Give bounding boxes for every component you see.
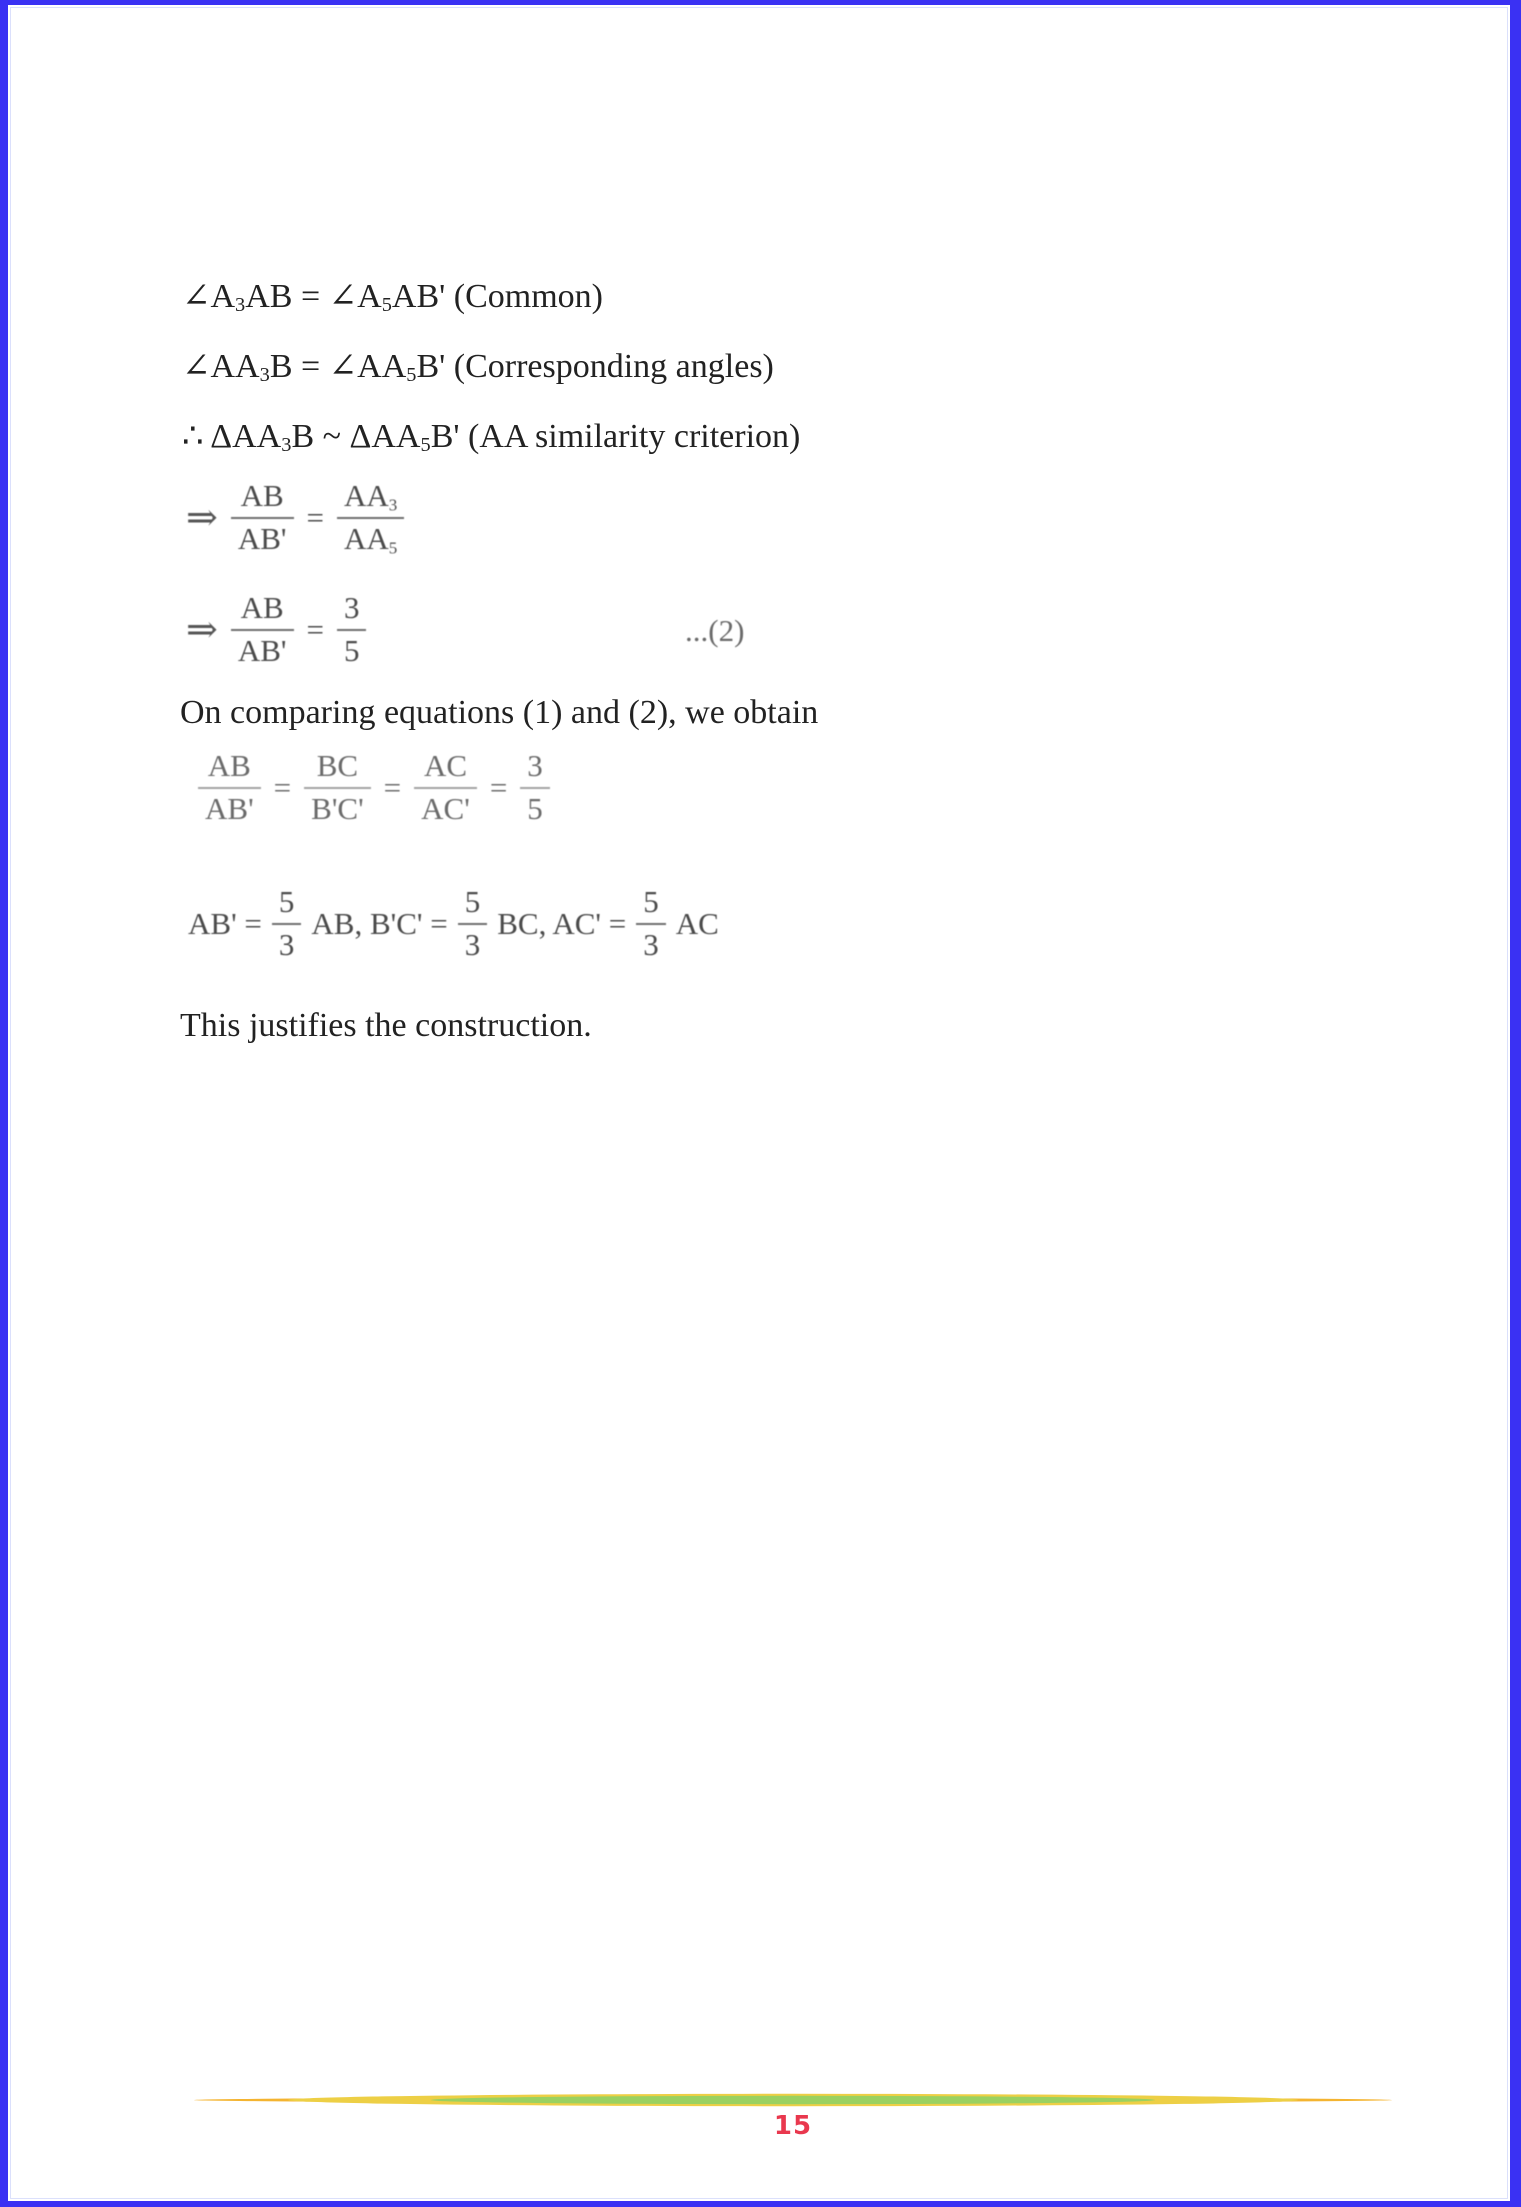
math-line-common bbox=[182, 277, 603, 317]
math-text: ∠A bbox=[182, 278, 236, 315]
text-comparing: On comparing equations (1) and (2), we obtain bbox=[180, 694, 819, 731]
math-text: BC, AC' = bbox=[497, 905, 627, 941]
equals-sign: = bbox=[489, 769, 508, 805]
subscript: 5 bbox=[420, 434, 431, 457]
subscript: 3 bbox=[281, 434, 292, 457]
math-text: AB, B'C' = bbox=[311, 905, 448, 941]
math-text: ∠AA bbox=[182, 348, 260, 385]
math-text: AB' = bbox=[188, 905, 262, 941]
ribbon-center-stripe bbox=[431, 2096, 1155, 2104]
equals-sign: = bbox=[306, 499, 324, 535]
math-text: AC bbox=[675, 905, 719, 941]
subscript: 5 bbox=[381, 294, 392, 317]
equation-sides bbox=[188, 883, 719, 964]
subscript: 5 bbox=[388, 537, 398, 557]
page-number: 15 bbox=[773, 2111, 813, 2141]
math-text: B' (AA similarity criterion) bbox=[430, 418, 801, 455]
equation-combined-ratio bbox=[198, 747, 550, 828]
subscript: 3 bbox=[235, 294, 246, 317]
fraction: $\frac{AB}{AB'}$ bbox=[198, 747, 261, 828]
equals-sign: = bbox=[383, 769, 402, 805]
fraction: $\frac{AB}{AB'}$ bbox=[231, 589, 294, 670]
math-text: B ~ ΔAA bbox=[291, 418, 421, 455]
fraction: $\frac{AB}{AB'}$ bbox=[231, 477, 294, 558]
fraction: $\frac{BC}{B'C'}$ bbox=[304, 747, 371, 828]
fraction: $\frac{AC}{AC'}$ bbox=[414, 747, 477, 828]
equation-ratio-2 bbox=[186, 589, 366, 670]
math-line-similarity bbox=[182, 417, 800, 457]
equals-sign: = bbox=[306, 611, 324, 647]
equals-sign: = bbox=[273, 769, 292, 805]
fraction: $\frac{5}{3}$ bbox=[458, 883, 488, 964]
math-text: B = ∠AA bbox=[269, 348, 407, 385]
math-text: AB = ∠A bbox=[245, 278, 382, 315]
math-line-corresponding bbox=[182, 347, 774, 387]
fraction: $\frac{5}{3}$ bbox=[636, 883, 666, 964]
fraction: $\frac{3}{5}$ bbox=[337, 589, 367, 670]
implies-arrow-icon: ⇒ bbox=[186, 496, 218, 539]
implies-arrow-icon: ⇒ bbox=[186, 608, 218, 651]
subscript: 3 bbox=[388, 495, 398, 515]
fraction: $\frac{3}{5}$ bbox=[520, 747, 550, 828]
fraction: $\frac{5}{3}$ bbox=[272, 883, 302, 964]
subscript: 3 bbox=[259, 364, 270, 387]
math-text: B' (Corresponding angles) bbox=[416, 348, 774, 385]
math-text: ∴ ΔAA bbox=[182, 418, 282, 455]
subscript: 5 bbox=[406, 364, 417, 387]
math-text: AB' (Common) bbox=[391, 278, 603, 315]
text-justification: This justifies the construction. bbox=[180, 1007, 592, 1044]
equation-ratio-1 bbox=[186, 477, 404, 558]
fraction: $\frac{AA_3}{AA_5}$ bbox=[337, 477, 404, 558]
divider-ribbon bbox=[194, 2092, 1392, 2108]
equation-label-2: ...(2) bbox=[685, 613, 745, 648]
